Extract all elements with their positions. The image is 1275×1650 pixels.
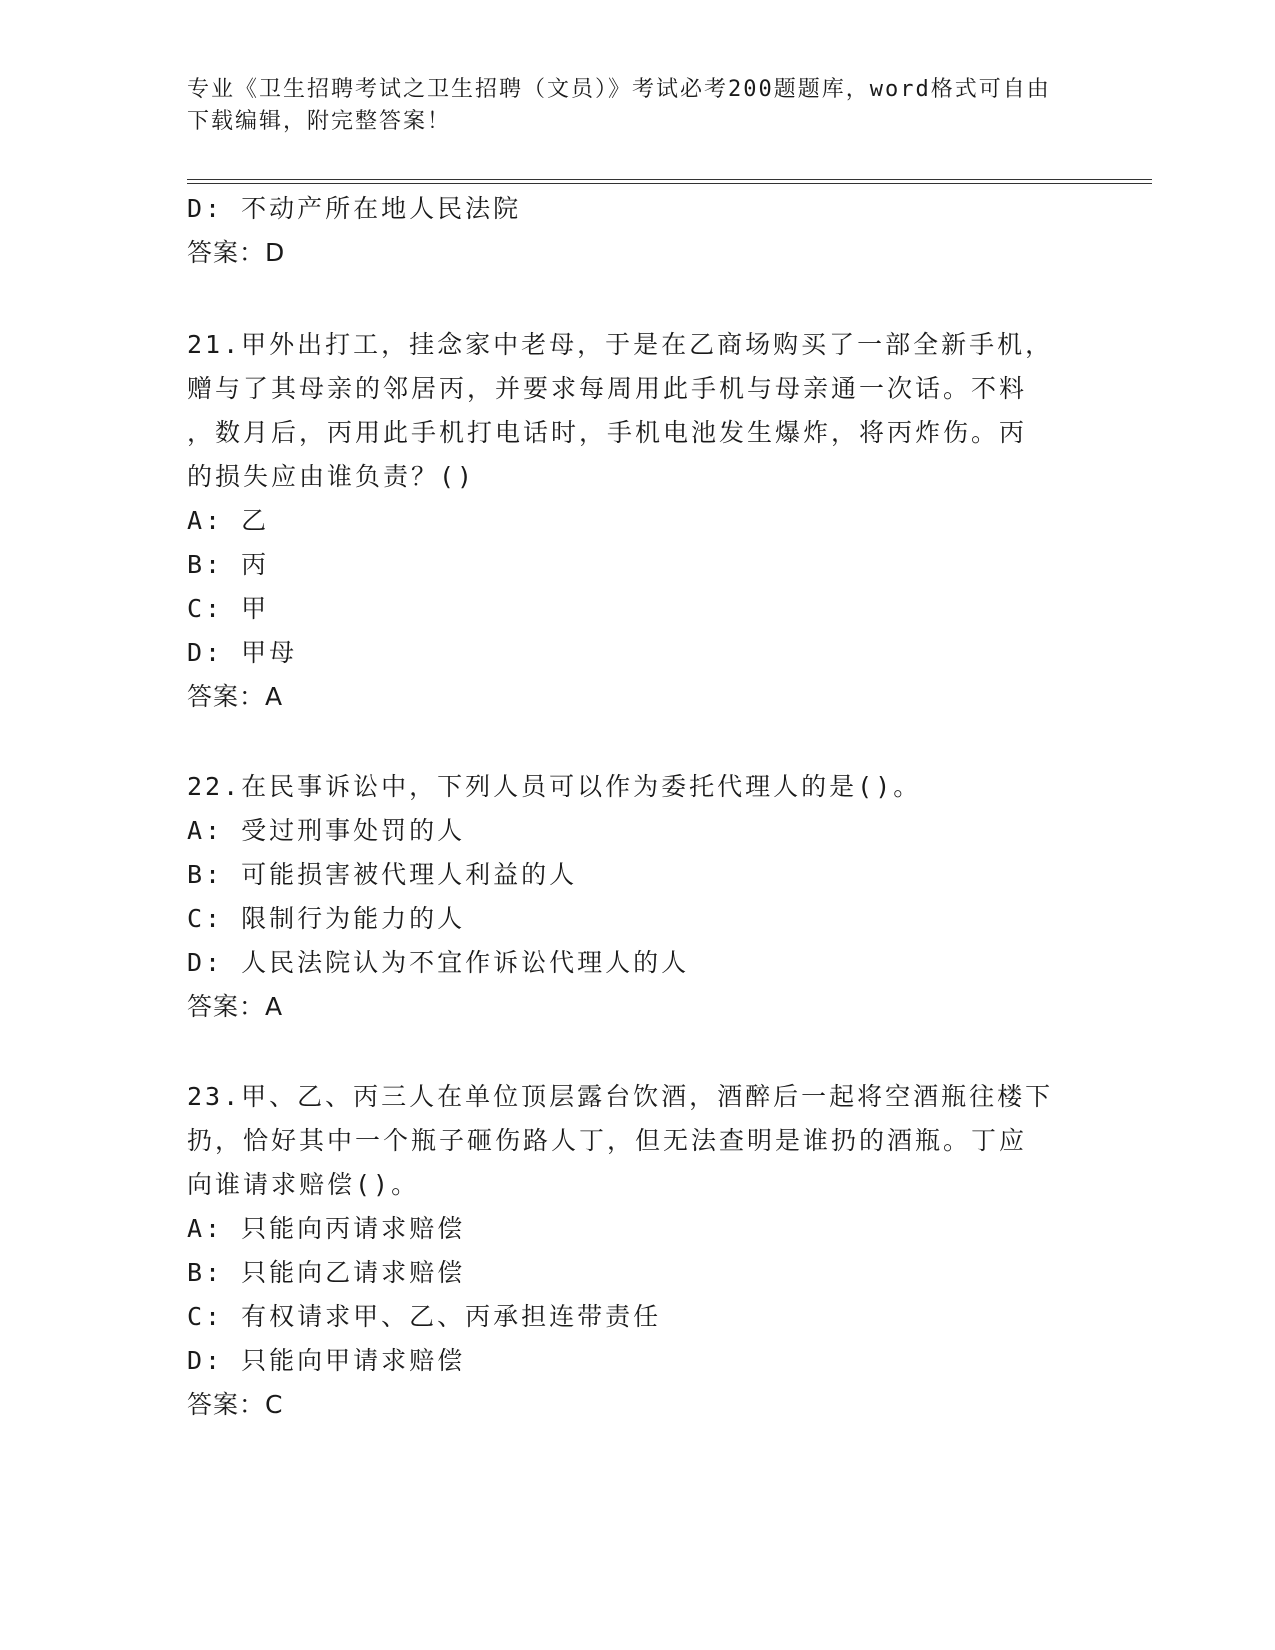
q21-stem-line-1: 21.甲外出打工，挂念家中老母，于是在乙商场购买了一部全新手机，	[187, 330, 1054, 359]
q22-option-d: D: 人民法院认为不宜作诉讼代理人的人	[187, 948, 690, 977]
q21-answer	[187, 680, 283, 714]
q23-stem-line-3: 向谁请求赔偿()。	[187, 1170, 420, 1199]
q21-option-c: C: 甲	[187, 594, 270, 623]
q21-stem-line-2: 赠与了其母亲的邻居丙，并要求每周用此手机与母亲通一次话。不料	[187, 374, 1028, 403]
q22-stem-line-1: 22.在民事诉讼中，下列人员可以作为委托代理人的是()。	[187, 772, 922, 801]
document-header: 专业《卫生招聘考试之卫生招聘（文员）》考试必考200题题库，word格式可自由下载编辑，附完整答案！	[187, 77, 1051, 134]
q21-option-a: A: 乙	[187, 506, 270, 535]
q20-answer	[187, 236, 285, 270]
q20-answer-value: D	[265, 238, 286, 267]
q23-option-d: D: 只能向甲请求赔偿	[187, 1346, 466, 1375]
q21-stem-line-4: 的损失应由谁负责？()	[187, 462, 476, 491]
q21-option-d: D: 甲母	[187, 638, 298, 667]
q23-answer-label: 答案：	[187, 1390, 266, 1419]
q21-stem-line-3: ，数月后，丙用此手机打电话时，手机电池发生爆炸，将丙炸伤。丙	[187, 418, 1028, 447]
q23-option-b: B: 只能向乙请求赔偿	[187, 1258, 466, 1287]
q22-answer-label: 答案：	[187, 992, 266, 1021]
q23-option-c: C: 有权请求甲、乙、丙承担连带责任	[187, 1302, 662, 1331]
q20-answer-label: 答案：	[187, 238, 266, 267]
q20-option-d: D: 不动产所在地人民法院	[187, 194, 522, 223]
q23-stem-line-2: 扔，恰好其中一个瓶子砸伤路人丁，但无法查明是谁扔的酒瓶。丁应	[187, 1126, 1028, 1155]
q21-answer-label: 答案：	[187, 682, 266, 711]
q22-option-a: A: 受过刑事处罚的人	[187, 816, 466, 845]
q22-option-c: C: 限制行为能力的人	[187, 904, 466, 933]
q22-answer-value: A	[265, 992, 284, 1021]
q23-stem-line-1: 23.甲、乙、丙三人在单位顶层露台饮酒，酒醉后一起将空酒瓶往楼下	[187, 1082, 1054, 1111]
header-divider-bottom	[187, 183, 1152, 184]
header-divider-top	[187, 179, 1152, 180]
q23-answer-value: C	[265, 1390, 284, 1419]
q21-answer-value: A	[265, 682, 284, 711]
q21-option-b: B: 丙	[187, 550, 270, 579]
q22-option-b: B: 可能损害被代理人利益的人	[187, 860, 578, 889]
q22-answer	[187, 990, 283, 1024]
q23-answer	[187, 1388, 283, 1422]
q23-option-a: A: 只能向丙请求赔偿	[187, 1214, 466, 1243]
